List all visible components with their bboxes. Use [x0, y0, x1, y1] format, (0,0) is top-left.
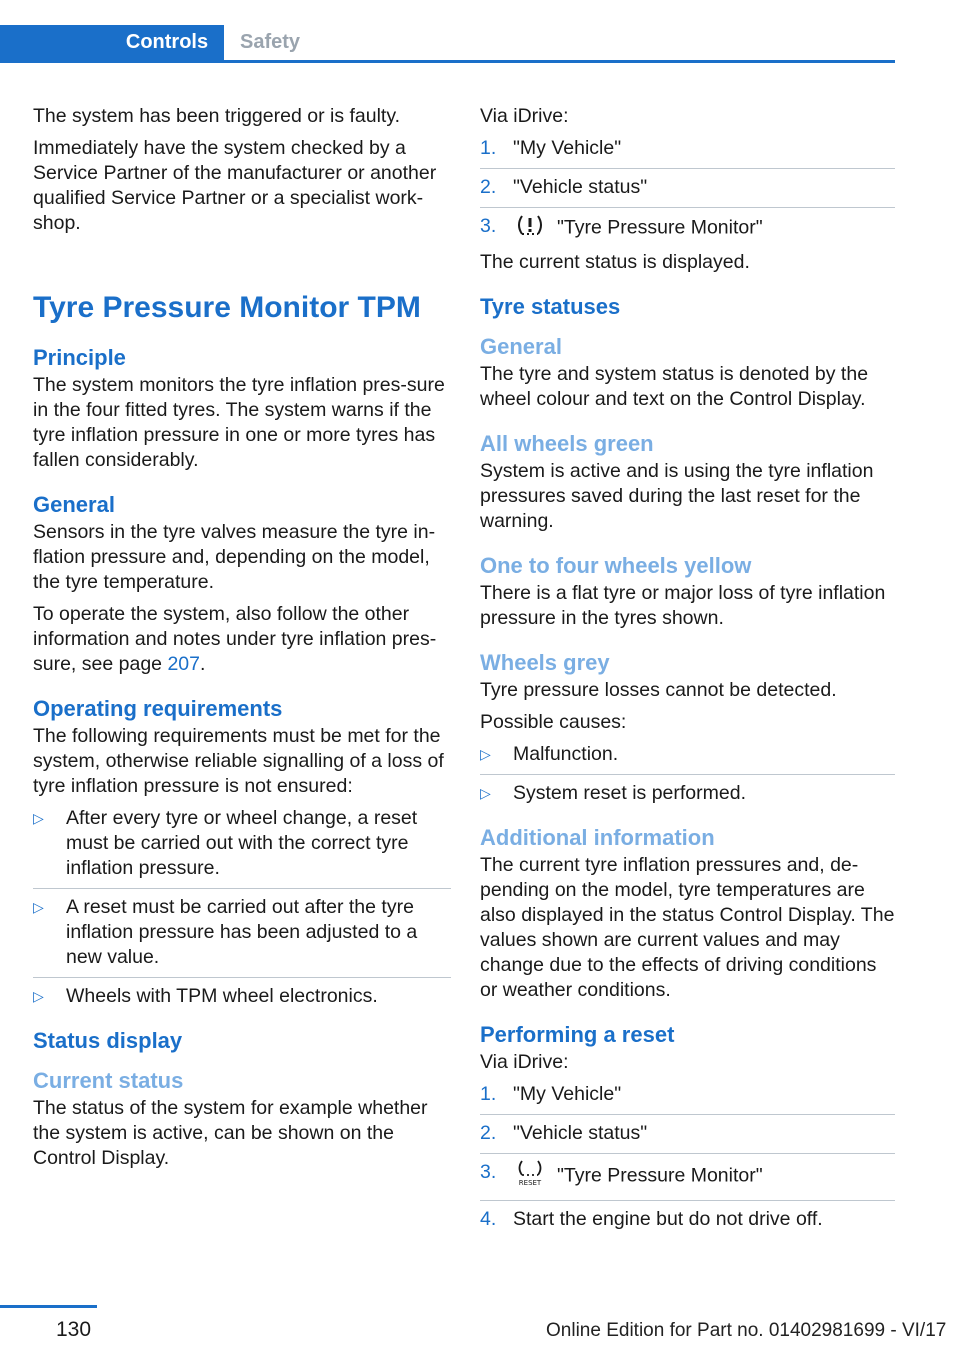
list-item: [33, 895, 451, 970]
list-divider: [480, 168, 895, 169]
list-item-text: System reset is performed.: [513, 782, 746, 804]
step-number: 3.: [480, 215, 497, 237]
step-text: "Tyre Pressure Monitor": [557, 1164, 763, 1187]
causes-list: [480, 742, 895, 806]
bullet-triangle-icon: ▷: [33, 988, 44, 1004]
step-item: [480, 1207, 895, 1232]
tyre-pressure-warning-icon: [513, 214, 547, 243]
paragraph-principle: The system monitors the tyre inflation pres‐sure in the four fitted tyres. The system warns if the tyre inflation pressure in one or more tyres has fallen considerably.: [33, 374, 445, 471]
paragraph-grey: Tyre pressure losses cannot be detected.: [480, 679, 837, 701]
heading-tyre-statuses: Tyre statuses: [480, 294, 621, 319]
heading-all-wheels-green: All wheels green: [480, 431, 654, 456]
tab-controls[interactable]: [0, 25, 224, 60]
paragraph-general-reference: [33, 602, 451, 677]
step-number: 1.: [480, 1083, 497, 1105]
paragraph-check: Immediately have the system checked by a Service Partner of the manufacturer or another qualified Service Partner or a specialist work‐shop.: [33, 137, 437, 234]
list-item-text: After every tyre or wheel change, a reset must be carried out with the correct tyre inflation pressure.: [66, 807, 418, 879]
heading-operating-requirements: Operating requirements: [33, 696, 283, 721]
heading-wheels-grey: Wheels grey: [480, 650, 610, 675]
heading-additional-information: Additional information: [480, 825, 715, 850]
step-item: [480, 175, 895, 200]
step-text: "My Vehicle": [513, 137, 622, 159]
tab-controls-label: Controls: [125, 31, 209, 53]
list-divider: [33, 977, 451, 978]
paragraph-general-status: The tyre and system status is denoted by the wheel colour and text on the Control Display.: [480, 363, 869, 410]
bullet-triangle-icon: ▷: [33, 810, 44, 826]
step-number: 1.: [480, 137, 497, 159]
heading-principle: Principle: [33, 345, 126, 370]
step-number: 2.: [480, 1122, 497, 1144]
tab-safety[interactable]: [240, 25, 300, 60]
step-number: 2.: [480, 176, 497, 198]
list-item-text: Malfunction.: [513, 743, 619, 765]
list-divider: [33, 888, 451, 889]
page-number: 130: [56, 1318, 92, 1341]
reset-steps-list: [480, 1082, 895, 1232]
heading-general-status: General: [480, 334, 562, 359]
left-column: [33, 104, 451, 1178]
step-item: [480, 1082, 895, 1107]
heading-general: General: [33, 492, 115, 517]
list-divider: [480, 774, 895, 775]
step-text: "Tyre Pressure Monitor": [557, 216, 763, 239]
paragraph-possible-causes: Possible causes:: [480, 711, 627, 733]
list-divider: [480, 1200, 895, 1201]
paragraph-general: Sensors in the tyre valves measure the tyre in‐flation pressure and, depending on the model, the tyre temperature.: [33, 521, 436, 593]
paragraph-via-idrive: Via iDrive:: [480, 105, 569, 127]
step-item: [480, 214, 895, 243]
page-link-207[interactable]: 207: [167, 653, 200, 675]
bullet-triangle-icon: ▷: [480, 785, 491, 801]
right-column: [480, 104, 895, 1239]
step-item: [480, 1160, 895, 1193]
list-item: [480, 742, 895, 767]
list-item: [33, 984, 451, 1009]
list-item: [480, 781, 895, 806]
paragraph-reset-via: Via iDrive:: [480, 1051, 569, 1073]
status-steps-list: [480, 136, 895, 243]
header-tabbar: [0, 25, 895, 63]
paragraph-green: System is active and is using the tyre inflation pressures saved during the last reset for the warning.: [480, 460, 874, 532]
paragraph-triggered: The system has been triggered or is faulty.: [33, 105, 401, 127]
step-text: "Vehicle status": [513, 1122, 648, 1144]
reference-period: .: [199, 653, 206, 675]
heading-wheels-yellow: One to four wheels yellow: [480, 553, 752, 578]
step-number: 4.: [480, 1208, 497, 1230]
step-item: [480, 136, 895, 161]
header-rule: [0, 60, 895, 63]
section-title: Tyre Pressure Monitor TPM: [33, 291, 421, 324]
heading-current-status: Current status: [33, 1068, 184, 1093]
list-item-text: A reset must be carried out after the tyre inflation pressure has been adjusted to a new value.: [66, 896, 418, 968]
bullet-triangle-icon: ▷: [480, 746, 491, 762]
step-text: "My Vehicle": [513, 1083, 622, 1105]
list-item-text: Wheels with TPM wheel electronics.: [66, 985, 378, 1007]
list-item: [33, 806, 451, 881]
heading-status-display: Status display: [33, 1028, 183, 1053]
bullet-triangle-icon: ▷: [33, 899, 44, 915]
step-text: Start the engine but do not drive off.: [513, 1208, 823, 1230]
edition-text: Online Edition for Part no. 01402981699 - VI/17: [546, 1320, 947, 1341]
tyre-pressure-reset-icon: [513, 1160, 547, 1193]
paragraph-current-status: The status of the system for example whether the system is active, can be shown on the Control Display.: [33, 1097, 428, 1169]
tab-safety-label: Safety: [240, 31, 301, 53]
operating-requirements-list: [33, 806, 451, 1009]
reference-text: To operate the system, also follow the other information and notes under tyre inflation pres‐sure, see page: [33, 603, 437, 675]
paragraph-additional: The current tyre inflation pressures and, de‐pending on the model, tyre temperatures are also displayed in the status Control Display. The values shown are current values and may change due to the effects of driving conditions or weather conditions.: [480, 854, 895, 1001]
step-number: 3.: [480, 1161, 497, 1183]
list-divider: [480, 1114, 895, 1115]
paragraph-operating: The following requirements must be met for the system, otherwise reliable signalling of a loss of tyre inflation pressure is not ensured:: [33, 725, 444, 797]
step-text: "Vehicle status": [513, 176, 648, 198]
paragraph-yellow: There is a flat tyre or major loss of tyre inflation pressure in the tyres shown.: [480, 582, 886, 629]
footer-rule: [0, 1305, 97, 1308]
list-divider: [480, 207, 895, 208]
heading-performing-reset: Performing a reset: [480, 1022, 675, 1047]
list-divider: [480, 1153, 895, 1154]
paragraph-current-displayed: The current status is displayed.: [480, 251, 750, 273]
step-item: [480, 1121, 895, 1146]
reset-icon-label: RESET: [518, 1179, 542, 1186]
